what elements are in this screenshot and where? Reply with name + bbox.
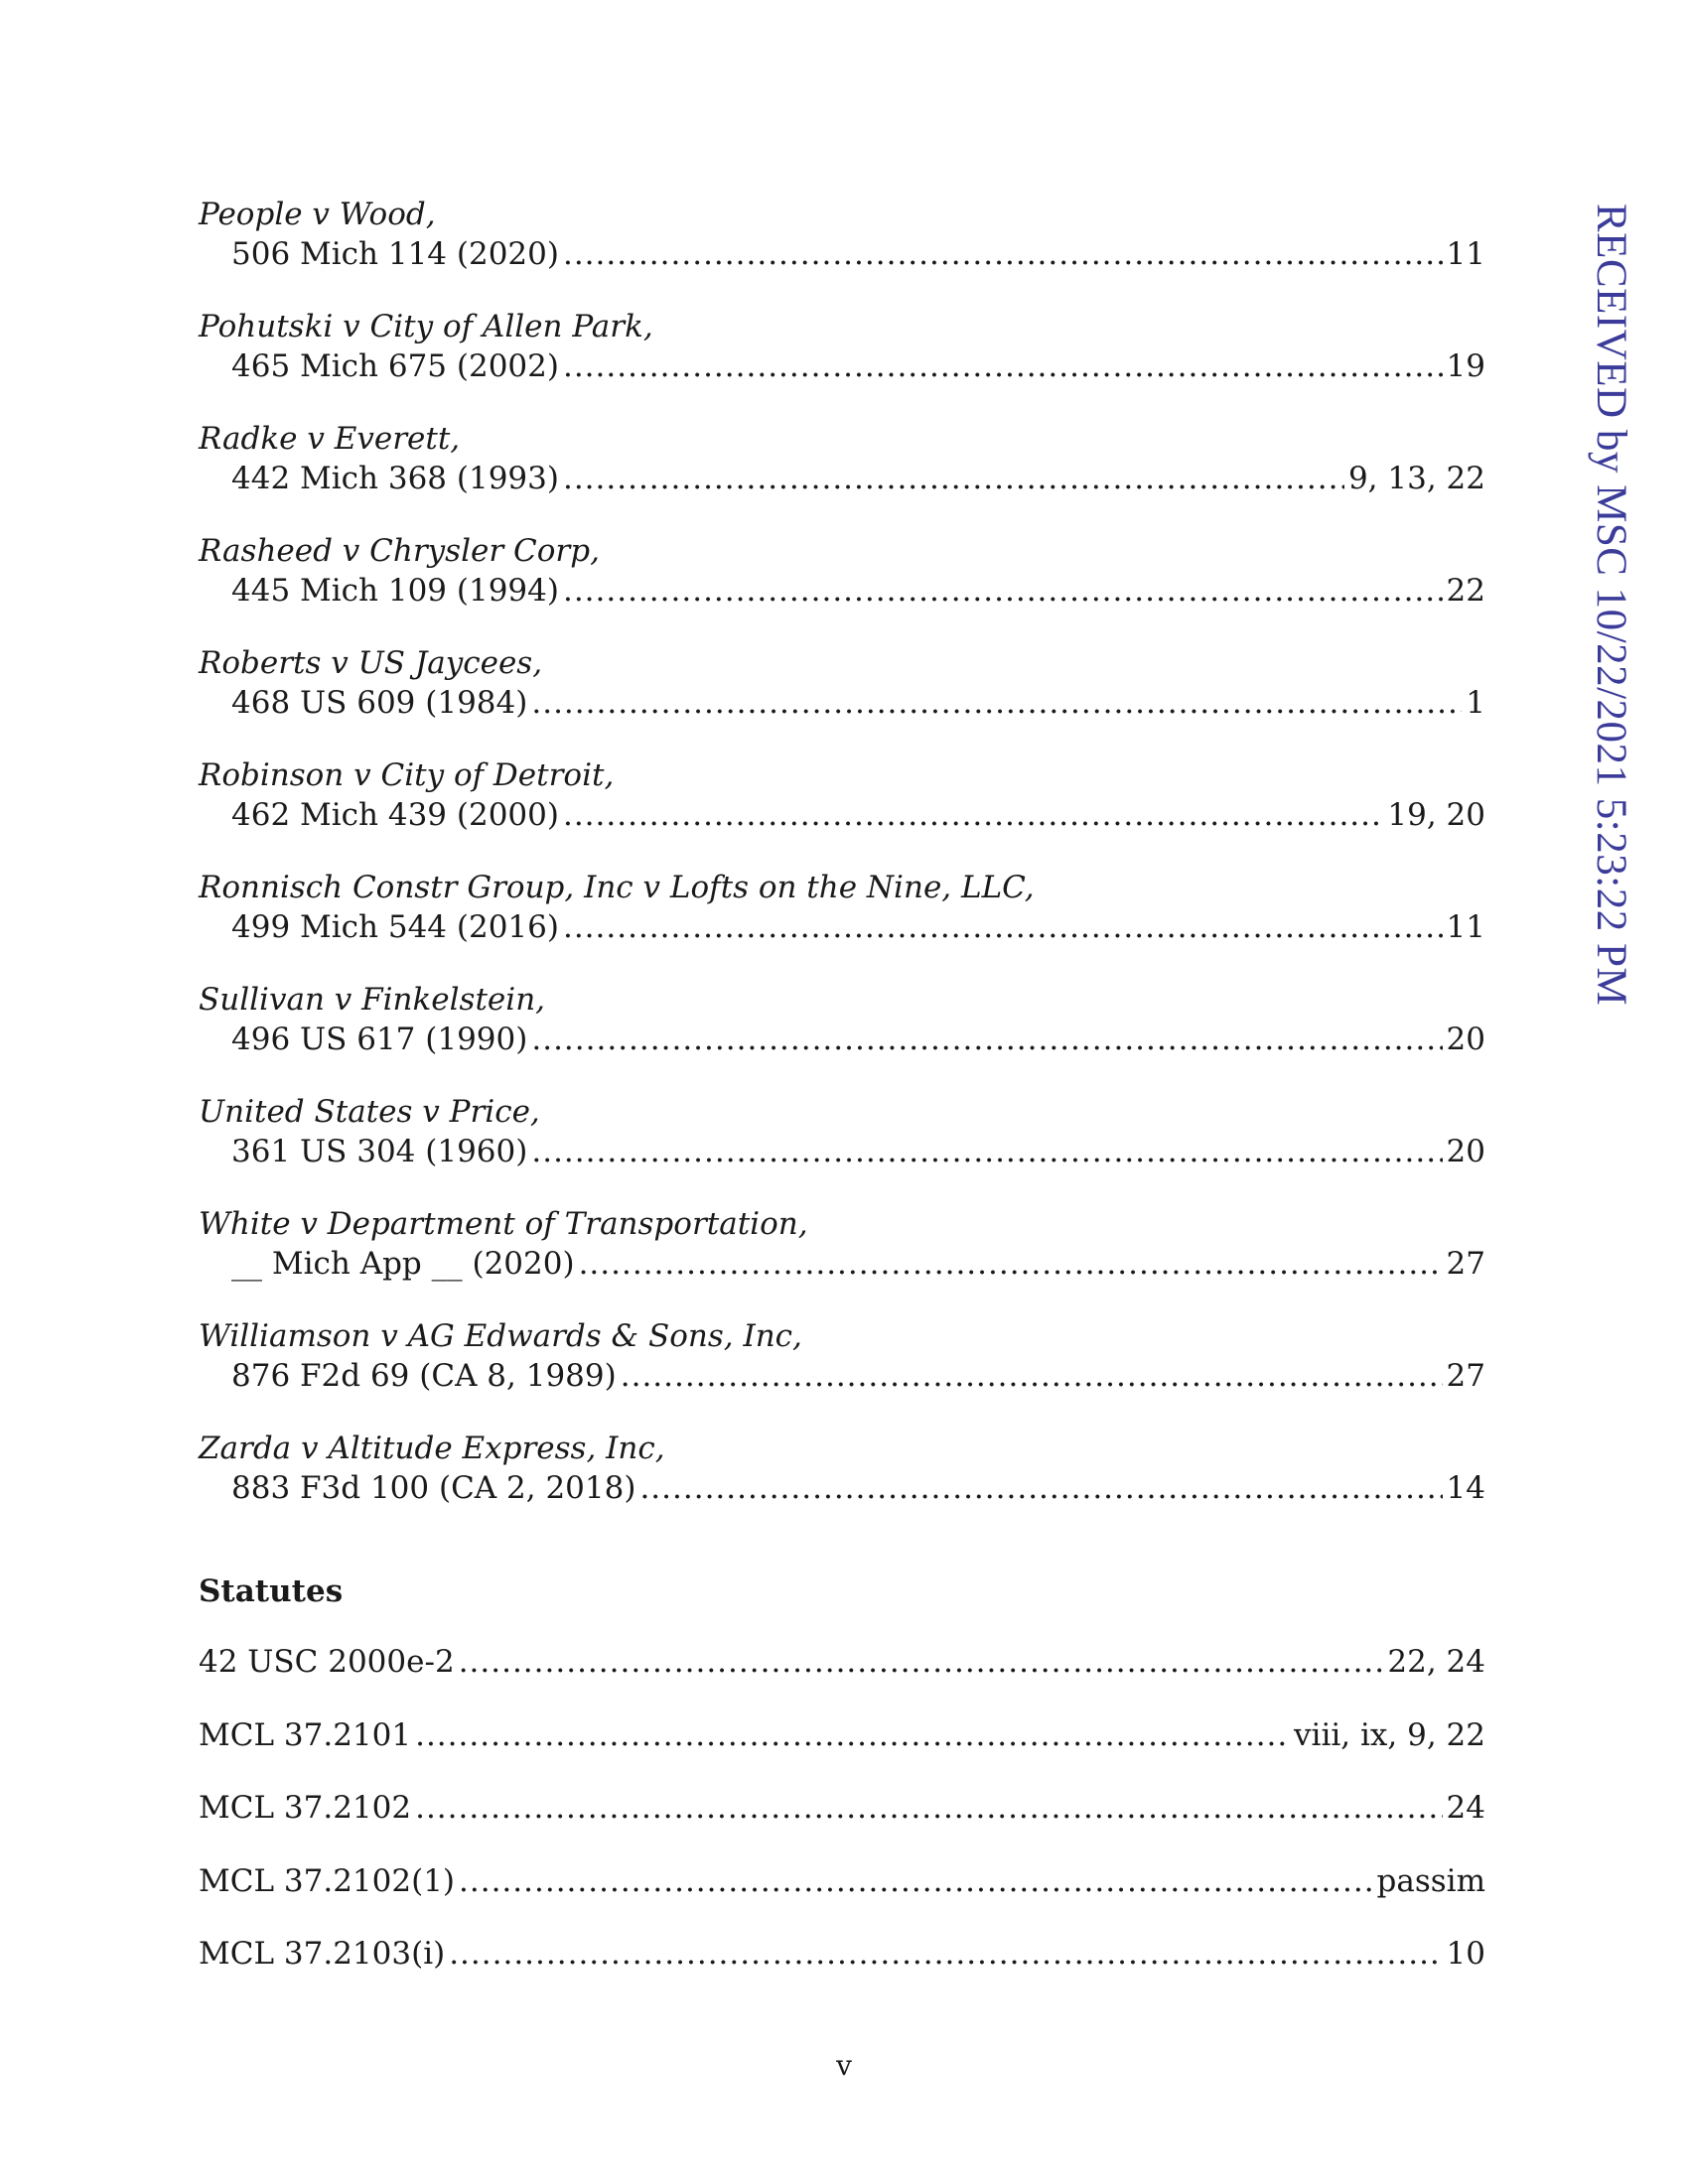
- case-name: Zarda v Altitude Express, Inc,: [199, 1431, 665, 1466]
- dot-leader: [563, 459, 1344, 498]
- dot-leader: [563, 795, 1383, 835]
- citation-line: [199, 346, 1485, 386]
- page-references: 24: [1446, 1790, 1485, 1826]
- case-entry: [199, 531, 1485, 643]
- statute-entry: [199, 1715, 1485, 1789]
- dot-leader: [459, 1642, 1384, 1682]
- dot-leader: [531, 683, 1462, 723]
- dot-leader: [639, 1468, 1442, 1508]
- page-number: v: [836, 2049, 852, 2082]
- case-entry: [199, 755, 1485, 868]
- case-name: White v Department of Transportation,: [199, 1206, 808, 1242]
- dot-leader: [449, 1934, 1442, 1974]
- citation-line: [199, 459, 1485, 498]
- case-citation: 506 Mich 114 (2020): [231, 236, 559, 272]
- case-name: Radke v Everett,: [199, 421, 461, 457]
- case-name: Roberts v US Jaycees,: [199, 645, 543, 681]
- dot-leader: [563, 907, 1443, 947]
- received-stamp: RECEIVED by MSC 10/22/2021 5:23:22 PM: [1588, 204, 1634, 1007]
- page-references: viii, ix, 9, 22: [1294, 1716, 1485, 1753]
- dot-leader: [459, 1861, 1373, 1901]
- case-citation: 445 Mich 109 (1994): [231, 573, 559, 609]
- case-name: Rasheed v Chrysler Corp,: [199, 533, 600, 569]
- citation-line: [199, 1244, 1485, 1284]
- statute-entry: [199, 1788, 1485, 1861]
- case-entry: [199, 1429, 1485, 1541]
- case-citation: 468 US 609 (1984): [231, 685, 528, 721]
- statute-citation: MCL 37.2103(i): [199, 1936, 446, 1972]
- page-references: 10: [1446, 1936, 1485, 1972]
- page-references: 20: [1446, 1134, 1485, 1169]
- citation-line: [199, 683, 1485, 723]
- page-references: 20: [1446, 1022, 1485, 1057]
- statute-citation: MCL 37.2102(1): [199, 1862, 456, 1899]
- statute-citation: MCL 37.2101: [199, 1716, 412, 1753]
- page-references: 19, 20: [1387, 797, 1485, 833]
- page-references: passim: [1376, 1862, 1485, 1899]
- dot-leader: [531, 1132, 1442, 1171]
- page-references: 11: [1446, 909, 1485, 945]
- case-entry: [199, 1092, 1485, 1204]
- case-entry: [199, 643, 1485, 755]
- case-citation: __ Mich App __ (2020): [231, 1246, 575, 1282]
- page-references: 9, 13, 22: [1347, 461, 1485, 496]
- case-entry: [199, 1316, 1485, 1429]
- case-citation: 442 Mich 368 (1993): [231, 461, 559, 496]
- statute-entry: [199, 1934, 1485, 2007]
- page-references: 22: [1446, 573, 1485, 609]
- citation-line: [199, 907, 1485, 947]
- statute-citation: MCL 37.2102: [199, 1790, 412, 1826]
- page-references: 19: [1446, 348, 1485, 384]
- case-name: Williamson v AG Edwards & Sons, Inc,: [199, 1318, 802, 1354]
- page-references: 27: [1446, 1358, 1485, 1394]
- cases-list: [199, 195, 1485, 1541]
- case-citation: 361 US 304 (1960): [231, 1134, 528, 1169]
- dot-leader: [621, 1356, 1443, 1396]
- dot-leader: [563, 234, 1443, 274]
- case-citation: 883 F3d 100 (CA 2, 2018): [231, 1470, 636, 1506]
- case-entry: [199, 980, 1485, 1092]
- statute-entry: [199, 1861, 1485, 1935]
- case-citation: 496 US 617 (1990): [231, 1022, 528, 1057]
- page-references: 1: [1466, 685, 1485, 721]
- statute-citation: 42 USC 2000e-2: [199, 1644, 455, 1680]
- case-name: Pohutski v City of Allen Park,: [199, 309, 653, 344]
- page-references: 14: [1446, 1470, 1485, 1506]
- dot-leader: [531, 1020, 1442, 1059]
- dot-leader: [415, 1788, 1442, 1828]
- case-name: People v Wood,: [199, 197, 436, 232]
- citation-line: [199, 795, 1485, 835]
- case-name: United States v Price,: [199, 1094, 540, 1130]
- statutes-list: [199, 1642, 1485, 2007]
- page-references: 11: [1446, 236, 1485, 272]
- dot-leader: [563, 571, 1443, 611]
- dot-leader: [579, 1244, 1443, 1284]
- case-citation: 499 Mich 544 (2016): [231, 909, 559, 945]
- statute-entry: [199, 1642, 1485, 1715]
- citation-line: [199, 1468, 1485, 1508]
- citation-line: [199, 1020, 1485, 1059]
- case-entry: [199, 307, 1485, 419]
- case-name: Sullivan v Finkelstein,: [199, 982, 546, 1018]
- case-entry: [199, 868, 1485, 980]
- citation-line: [199, 1132, 1485, 1171]
- case-name: Ronnisch Constr Group, Inc v Lofts on the Nine, LLC,: [199, 870, 1035, 905]
- citation-line: [199, 1356, 1485, 1396]
- citation-line: [199, 571, 1485, 611]
- dot-leader: [415, 1715, 1290, 1755]
- case-citation: 462 Mich 439 (2000): [231, 797, 559, 833]
- page-references: 27: [1446, 1246, 1485, 1282]
- case-citation: 465 Mich 675 (2002): [231, 348, 559, 384]
- citation-line: [199, 234, 1485, 274]
- case-name: Robinson v City of Detroit,: [199, 757, 615, 793]
- statutes-heading: Statutes: [199, 1573, 344, 1609]
- page-references: 22, 24: [1387, 1644, 1485, 1680]
- case-citation: 876 F2d 69 (CA 8, 1989): [231, 1358, 617, 1394]
- case-entry: [199, 419, 1485, 531]
- dot-leader: [563, 346, 1443, 386]
- case-entry: [199, 195, 1485, 307]
- case-entry: [199, 1204, 1485, 1316]
